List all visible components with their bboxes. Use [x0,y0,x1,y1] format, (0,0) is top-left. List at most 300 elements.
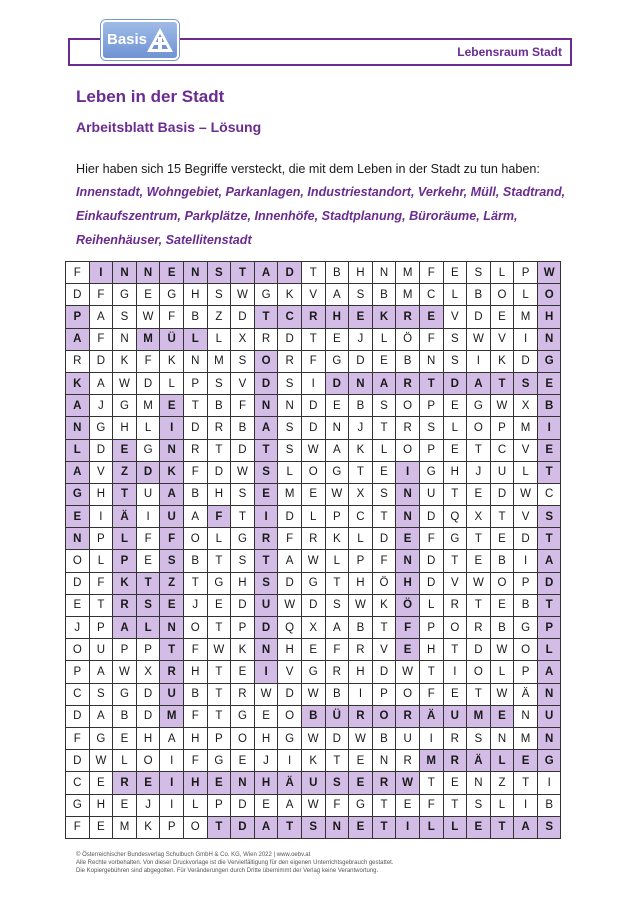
grid-cell: E [372,350,396,372]
grid-cell: Z [113,461,137,483]
grid-cell: R [396,306,420,328]
grid-cell: S [278,372,302,394]
grid-cell: H [89,483,113,505]
grid-cell: E [443,683,467,705]
grid-cell: D [278,572,302,594]
grid-cell: H [278,639,302,661]
grid-cell: B [490,550,514,572]
grid-cell: L [514,461,538,483]
grid-cell: H [537,306,561,328]
grid-cell: T [325,750,349,772]
grid-cell: L [443,284,467,306]
grid-cell: G [66,794,90,816]
grid-cell: I [278,750,302,772]
grid-cell: E [89,772,113,794]
grid-cell: S [89,683,113,705]
grid-cell: N [254,639,278,661]
grid-cell: E [231,750,255,772]
grid-cell: T [490,372,514,394]
grid-cell: R [467,617,491,639]
grid-cell: E [160,594,184,616]
grid-cell: A [254,816,278,838]
grid-cell: E [254,705,278,727]
grid-cell: T [207,617,231,639]
grid-cell: V [443,572,467,594]
grid-cell: T [537,528,561,550]
grid-cell: T [372,816,396,838]
grid-cell: N [113,262,137,284]
grid-cell: I [136,506,160,528]
grid-cell: K [325,528,349,550]
grid-cell: S [349,284,373,306]
grid-cell: A [254,262,278,284]
grid-cell: S [113,306,137,328]
grid-cell: O [537,284,561,306]
grid-cell: X [349,483,373,505]
grid-cell: R [231,683,255,705]
grid-cell: W [349,594,373,616]
grid-cell: K [160,461,184,483]
logo-text: Basis [107,31,148,48]
grid-cell: T [372,417,396,439]
grid-cell: D [301,594,325,616]
grid-cell: U [160,683,184,705]
grid-cell: E [254,483,278,505]
grid-cell: N [372,262,396,284]
grid-cell: W [301,683,325,705]
grid-row [66,661,561,683]
grid-cell: B [349,617,373,639]
grid-cell: O [396,395,420,417]
grid-cell: O [301,461,325,483]
grid-cell: L [372,439,396,461]
page-subtitle: Arbeitsblatt Basis – Lösung [76,119,262,135]
grid-cell: L [136,617,160,639]
grid-cell: L [207,528,231,550]
grid-cell: C [419,284,443,306]
grid-cell: D [89,350,113,372]
grid-cell: G [160,284,184,306]
grid-cell: R [113,772,137,794]
grid-cell: F [136,350,160,372]
grid-cell: G [278,727,302,749]
grid-cell: G [537,350,561,372]
grid-cell: H [183,727,207,749]
grid-cell: B [514,594,538,616]
grid-cell: T [136,572,160,594]
grid-cell: O [254,350,278,372]
grid-cell: N [325,417,349,439]
grid-cell: T [443,483,467,505]
grid-cell: D [467,306,491,328]
grid-cell: F [66,816,90,838]
grid-cell: Q [278,617,302,639]
grid-cell: E [396,528,420,550]
grid-cell: R [66,350,90,372]
grid-cell: E [419,306,443,328]
grid-cell: F [419,528,443,550]
grid-cell: W [231,461,255,483]
grid-cell: A [537,661,561,683]
grid-cell: P [514,262,538,284]
grid-cell: Q [443,506,467,528]
grid-cell: N [490,727,514,749]
grid-cell: S [207,284,231,306]
grid-cell: E [113,794,137,816]
grid-cell: U [301,772,325,794]
grid-cell: P [113,550,137,572]
grid-cell: G [231,705,255,727]
grid-cell: L [372,328,396,350]
grid-cell: A [66,395,90,417]
grid-cell: F [160,306,184,328]
grid-cell: M [278,483,302,505]
grid-cell: N [66,528,90,550]
grid-cell: E [113,727,137,749]
grid-cell: K [278,284,302,306]
grid-cell: T [231,506,255,528]
grid-cell: N [467,772,491,794]
grid-cell: K [136,816,160,838]
grid-cell: T [207,550,231,572]
grid-cell: Z [207,306,231,328]
grid-row [66,372,561,394]
grid-cell: E [490,528,514,550]
grid-cell: D [231,816,255,838]
grid-cell: T [443,550,467,572]
grid-cell: F [136,528,160,550]
grid-row [66,439,561,461]
grid-cell: E [443,772,467,794]
grid-row [66,284,561,306]
grid-cell: A [537,550,561,572]
grid-cell: H [254,772,278,794]
grid-cell: S [231,483,255,505]
grid-cell: N [278,395,302,417]
grid-cell: D [325,727,349,749]
grid-cell: H [443,461,467,483]
grid-cell: X [514,395,538,417]
grid-cell: D [278,683,302,705]
grid-cell: H [419,639,443,661]
grid-cell: X [231,328,255,350]
grid-cell: J [254,750,278,772]
grid-cell: P [160,816,184,838]
grid-cell: S [467,727,491,749]
grid-cell: D [231,306,255,328]
grid-cell: E [254,794,278,816]
grid-cell: I [443,661,467,683]
grid-cell: T [254,439,278,461]
grid-cell: O [278,705,302,727]
grid-cell: E [349,816,373,838]
grid-row [66,483,561,505]
grid-cell: I [514,328,538,350]
grid-cell: U [537,705,561,727]
grid-cell: A [278,550,302,572]
grid-cell: U [89,639,113,661]
grid-cell: D [372,661,396,683]
grid-cell: V [301,284,325,306]
grid-cell: M [514,306,538,328]
grid-cell: E [160,262,184,284]
grid-cell: X [467,506,491,528]
grid-cell: T [443,794,467,816]
grid-cell: T [325,572,349,594]
grid-cell: H [349,661,373,683]
footer-disclaimer: Die Kopiergebühren sind abgegolten. Für Veränderungen durch Dritte übernimmt der Verlag keine Verantwortung. [76,868,379,874]
grid-cell: T [207,439,231,461]
grid-cell: W [231,284,255,306]
grid-cell: B [183,550,207,572]
grid-cell: F [419,683,443,705]
grid-cell: N [537,683,561,705]
grid-cell: S [207,372,231,394]
grid-cell: L [136,417,160,439]
grid-cell: O [183,617,207,639]
grid-cell: E [325,395,349,417]
grid-cell: E [467,550,491,572]
grid-cell: C [537,483,561,505]
grid-cell: T [301,262,325,284]
grid-cell: I [396,816,420,838]
grid-row [66,816,561,838]
grid-cell: A [160,727,184,749]
grid-cell: E [136,772,160,794]
grid-cell: S [254,572,278,594]
footer [76,851,576,875]
grid-cell: I [467,350,491,372]
grid-cell: D [301,417,325,439]
grid-cell: R [160,661,184,683]
grid-cell: D [537,572,561,594]
grid-cell: A [89,306,113,328]
grid-cell: H [325,306,349,328]
grid-cell: W [301,550,325,572]
grid-cell: S [419,417,443,439]
grid-cell: G [443,528,467,550]
grid-cell: O [490,284,514,306]
grid-cell: P [419,395,443,417]
grid-cell: F [207,506,231,528]
grid-cell: Ö [396,328,420,350]
grid-cell: T [301,328,325,350]
grid-row [66,772,561,794]
grid-cell: S [372,483,396,505]
grid-cell: K [160,350,184,372]
grid-row [66,705,561,727]
grid-cell: F [325,794,349,816]
grid-cell: W [490,395,514,417]
grid-cell: G [89,727,113,749]
grid-cell: N [231,772,255,794]
grid-cell: K [490,350,514,372]
grid-cell: R [254,328,278,350]
grid-cell: U [419,483,443,505]
grid-cell: E [160,395,184,417]
grid-cell: X [301,617,325,639]
grid-cell: E [490,705,514,727]
grid-row [66,683,561,705]
grid-cell: D [325,372,349,394]
grid-cell: T [537,461,561,483]
grid-cell: L [490,750,514,772]
grid-row [66,794,561,816]
grid-cell: P [66,306,90,328]
grid-cell: G [254,284,278,306]
grid-cell: E [66,594,90,616]
grid-cell: S [325,594,349,616]
grid-cell: I [301,372,325,394]
page-title: Leben in der Stadt [76,87,225,106]
grid-cell: E [207,772,231,794]
grid-cell: E [490,306,514,328]
grid-cell: E [113,439,137,461]
grid-cell: P [490,417,514,439]
grid-cell: V [490,328,514,350]
grid-cell: N [396,506,420,528]
grid-cell: H [231,572,255,594]
grid-cell: J [349,328,373,350]
grid-cell: R [301,528,325,550]
grid-cell: O [183,528,207,550]
grid-cell: D [490,483,514,505]
grid-cell: L [537,639,561,661]
grid-cell: T [419,772,443,794]
grid-cell: T [183,572,207,594]
grid-cell: F [419,328,443,350]
grid-cell: V [278,661,302,683]
grid-cell: A [160,483,184,505]
grid-cell: W [514,483,538,505]
grid-cell: N [183,350,207,372]
grid-cell: T [349,461,373,483]
grid-cell: L [66,439,90,461]
grid-cell: T [207,816,231,838]
grid-cell: D [66,284,90,306]
grid-cell: R [349,705,373,727]
grid-cell: B [372,284,396,306]
grid-cell: T [372,617,396,639]
grid-cell: J [349,417,373,439]
grid-cell: T [467,683,491,705]
grid-row [66,572,561,594]
grid-cell: C [490,439,514,461]
grid-cell: I [89,262,113,284]
grid-cell: W [467,328,491,350]
grid-cell: K [231,639,255,661]
grid-cell: G [349,794,373,816]
grid-cell: U [136,483,160,505]
grid-cell: F [419,262,443,284]
grid-cell: H [136,727,160,749]
grid-cell: C [349,506,373,528]
grid-cell: H [254,727,278,749]
grid-cell: G [325,461,349,483]
grid-cell: V [514,439,538,461]
grid-cell: W [467,572,491,594]
grid-cell: O [66,639,90,661]
grid-cell: A [325,439,349,461]
grid-cell: I [160,794,184,816]
grid-cell: H [183,772,207,794]
grid-cell: O [183,816,207,838]
grid-row [66,506,561,528]
grid-cell: P [66,661,90,683]
grid-cell: S [514,372,538,394]
grid-cell: D [207,461,231,483]
grid-cell: N [537,328,561,350]
grid-cell: X [136,661,160,683]
grid-cell: W [254,683,278,705]
footer-rights: Alle Rechte vorbehalten. Von dieser Druckvorlage ist die Vervielfältigung für den eigenen Unterrichtsgebrauch gestattet. [76,860,394,866]
grid-cell: F [231,395,255,417]
grid-cell: D [66,572,90,594]
grid-cell: D [443,372,467,394]
grid-cell: P [231,617,255,639]
grid-cell: L [443,417,467,439]
grid-cell: R [396,750,420,772]
grid-cell: G [207,572,231,594]
grid-cell: I [349,683,373,705]
grid-cell: M [136,328,160,350]
grid-row [66,617,561,639]
grid-cell: G [207,750,231,772]
grid-cell: H [349,262,373,284]
grid-row [66,417,561,439]
grid-cell: G [301,661,325,683]
grid-cell: R [207,417,231,439]
grid-cell: M [514,417,538,439]
grid-cell: D [301,395,325,417]
grid-cell: A [89,661,113,683]
grid-cell: A [254,417,278,439]
grid-cell: D [467,639,491,661]
grid-cell: E [443,395,467,417]
grid-row [66,528,561,550]
grid-cell: T [490,506,514,528]
grid-cell: A [325,284,349,306]
grid-cell: E [372,461,396,483]
grid-cell: L [113,750,137,772]
grid-cell: E [443,262,467,284]
grid-cell: Ä [467,750,491,772]
grid-cell: C [278,306,302,328]
grid-cell: P [372,683,396,705]
grid-cell: P [89,617,113,639]
grid-cell: G [66,483,90,505]
grid-cell: D [254,372,278,394]
grid-cell: Z [490,772,514,794]
grid-cell: T [113,483,137,505]
grid-cell: N [349,372,373,394]
grid-cell: G [419,461,443,483]
grid-cell: M [467,705,491,727]
grid-cell: G [113,395,137,417]
grid-cell: I [514,794,538,816]
grid-cell: R [301,306,325,328]
grid-cell: D [349,350,373,372]
grid-cell: R [443,750,467,772]
grid-cell: F [183,750,207,772]
grid-cell: D [254,617,278,639]
grid-cell: H [89,794,113,816]
grid-cell: B [183,483,207,505]
grid-cell: I [537,772,561,794]
grid-cell: O [514,639,538,661]
grid-cell: R [278,350,302,372]
grid-cell: W [349,727,373,749]
